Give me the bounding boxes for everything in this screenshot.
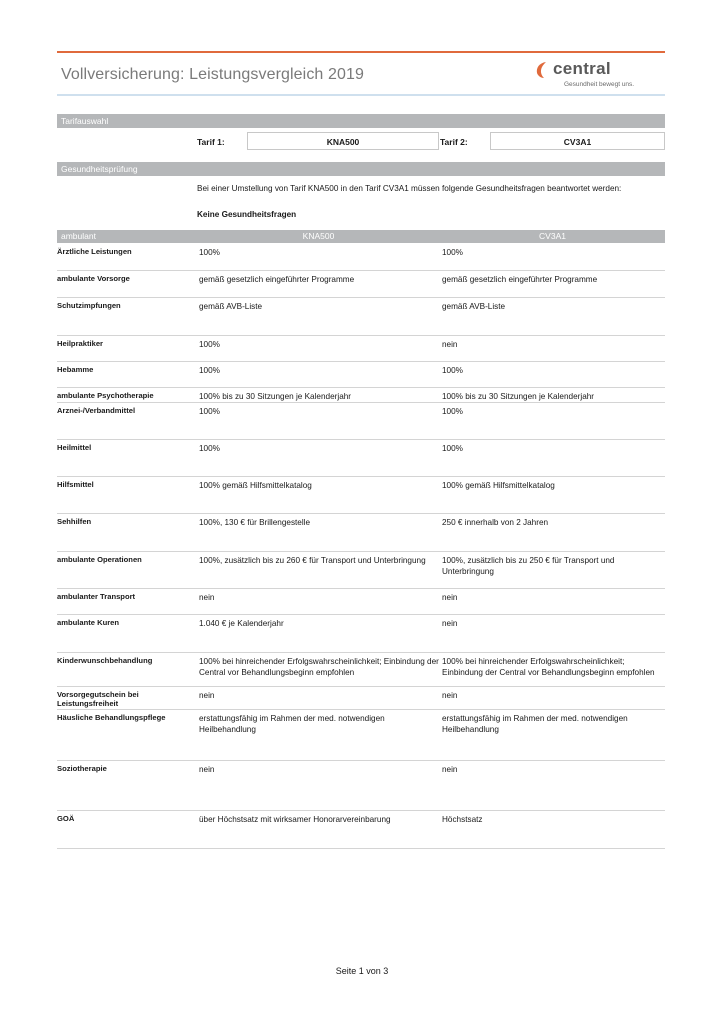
row-value-tarif2: nein	[440, 614, 665, 652]
row-label: Schutzimpfungen	[57, 297, 197, 335]
category-header	[57, 230, 197, 243]
row-value-tarif1: gemäß AVB-Liste	[197, 297, 440, 335]
row-value-tarif2: 100%	[440, 439, 665, 476]
table-row	[57, 652, 665, 686]
row-value-tarif1: 100%, zusätzlich bis zu 260 € für Transport und Unterbringung	[197, 551, 440, 588]
row-value-tarif2: 100%, zusätzlich bis zu 250 € für Transport und Unterbringung	[440, 551, 665, 588]
row-value-tarif1: 100%, 130 € für Brillengestelle	[197, 513, 440, 551]
row-label: Soziotherapie	[57, 760, 197, 810]
row-label: Vorsorgegutschein bei Leistungsfreiheit	[57, 686, 197, 709]
row-value-tarif1: 100% gemäß Hilfsmittelkatalog	[197, 476, 440, 513]
row-label: ambulante Kuren	[57, 614, 197, 652]
table-row	[57, 270, 665, 297]
tarif1-label: Tarif 1:	[197, 137, 225, 147]
row-value-tarif2: nein	[440, 686, 665, 709]
table-row	[57, 709, 665, 760]
table-row	[57, 686, 665, 709]
row-value-tarif2: 100% bei hinreichender Erfolgswahrscheinlichkeit; Einbindung der Central vor Behandlungsbeginn empfohlen	[440, 652, 665, 686]
table-row	[57, 439, 665, 476]
row-value-tarif2: gemäß gesetzlich eingeführter Programme	[440, 270, 665, 297]
table-row	[57, 588, 665, 614]
table-row	[57, 297, 665, 335]
row-label: ambulante Vorsorge	[57, 270, 197, 297]
table-row	[57, 402, 665, 439]
row-value-tarif2: nein	[440, 760, 665, 810]
row-label: ambulanter Transport	[57, 588, 197, 614]
logo-tagline: Gesundheit bewegt uns.	[564, 81, 635, 88]
row-label: Heilmittel	[57, 439, 197, 476]
row-value-tarif1: nein	[197, 588, 440, 614]
health-question-result: Keine Gesundheitsfragen	[197, 210, 297, 219]
table-row	[57, 513, 665, 551]
row-value-tarif1: 100% bis zu 30 Sitzungen je Kalenderjahr	[197, 387, 440, 402]
central-logo	[534, 60, 654, 94]
row-value-tarif2: 100%	[440, 361, 665, 387]
row-label: Hebamme	[57, 361, 197, 387]
col1-label: KNA500	[302, 231, 335, 241]
table-row	[57, 614, 665, 652]
tarif2-select[interactable]: CV3A1	[490, 132, 665, 150]
table-row	[57, 244, 665, 270]
row-value-tarif1: über Höchstsatz mit wirksamer Honorarvereinbarung	[197, 810, 440, 848]
row-value-tarif2: nein	[440, 588, 665, 614]
row-value-tarif1: 100% bei hinreichender Erfolgswahrscheinlichkeit; Einbindung der Central vor Behandlungsbeginn empfohlen	[197, 652, 440, 686]
row-label: ambulante Operationen	[57, 551, 197, 588]
row-label: Sehhilfen	[57, 513, 197, 551]
health-section-bar	[57, 162, 665, 176]
row-value-tarif1: 1.040 € je Kalenderjahr	[197, 614, 440, 652]
row-value-tarif1: 100%	[197, 439, 440, 476]
row-label: Häusliche Behandlungspflege	[57, 709, 197, 760]
row-value-tarif1: gemäß gesetzlich eingeführter Programme	[197, 270, 440, 297]
row-label: Heilpraktiker	[57, 335, 197, 361]
tarif2-label: Tarif 2:	[440, 137, 468, 147]
row-value-tarif2: Höchstsatz	[440, 810, 665, 848]
tarif-section-heading: Tarifauswahl	[61, 116, 109, 126]
row-label: Arznei-/Verbandmittel	[57, 402, 197, 439]
table-row	[57, 551, 665, 588]
col2-label: CV3A1	[539, 231, 566, 241]
tarif1-select[interactable]: KNA500	[247, 132, 439, 150]
row-label: ambulante Psychotherapie	[57, 387, 197, 402]
col2-header	[440, 230, 665, 243]
header-top-rule	[57, 51, 665, 53]
header-bottom-rule	[57, 94, 665, 96]
row-label: Hilfsmittel	[57, 476, 197, 513]
row-value-tarif2: gemäß AVB-Liste	[440, 297, 665, 335]
row-label: GOÄ	[57, 810, 197, 848]
central-logo-icon	[534, 61, 550, 79]
table-row	[57, 387, 665, 402]
row-value-tarif1: nein	[197, 760, 440, 810]
row-value-tarif2: nein	[440, 335, 665, 361]
row-value-tarif1: 100%	[197, 361, 440, 387]
logo-name: central	[553, 59, 611, 78]
row-value-tarif2: 100% bis zu 30 Sitzungen je Kalenderjahr	[440, 387, 665, 402]
row-value-tarif1: 100%	[197, 335, 440, 361]
table-row	[57, 760, 665, 810]
health-question-text: Bei einer Umstellung von Tarif KNA500 in den Tarif CV3A1 müssen folgende Gesundheitsfragen beantwortet werden:	[197, 184, 622, 193]
row-value-tarif2: 100%	[440, 244, 665, 270]
table-row	[57, 335, 665, 361]
comparison-table	[57, 244, 665, 849]
health-section-heading: Gesundheitsprüfung	[61, 164, 138, 174]
row-value-tarif2: 100%	[440, 402, 665, 439]
row-value-tarif2: erstattungsfähig im Rahmen der med. notwendigen Heilbehandlung	[440, 709, 665, 760]
table-row	[57, 810, 665, 848]
row-value-tarif2: 250 € innerhalb von 2 Jahren	[440, 513, 665, 551]
row-value-tarif1: nein	[197, 686, 440, 709]
table-row	[57, 361, 665, 387]
category-label: ambulant	[61, 231, 96, 241]
page-number: Seite 1 von 3	[335, 966, 389, 976]
row-value-tarif1: 100%	[197, 244, 440, 270]
row-label: Ärztliche Leistungen	[57, 244, 197, 270]
row-value-tarif1: erstattungsfähig im Rahmen der med. notwendigen Heilbehandlung	[197, 709, 440, 760]
col1-header	[197, 230, 440, 243]
tarif-section-bar	[57, 114, 665, 128]
row-label: Kinderwunschbehandlung	[57, 652, 197, 686]
row-value-tarif2: 100% gemäß Hilfsmittelkatalog	[440, 476, 665, 513]
table-row	[57, 476, 665, 513]
page-title: Vollversicherung: Leistungsvergleich 2019	[61, 66, 364, 83]
row-value-tarif1: 100%	[197, 402, 440, 439]
